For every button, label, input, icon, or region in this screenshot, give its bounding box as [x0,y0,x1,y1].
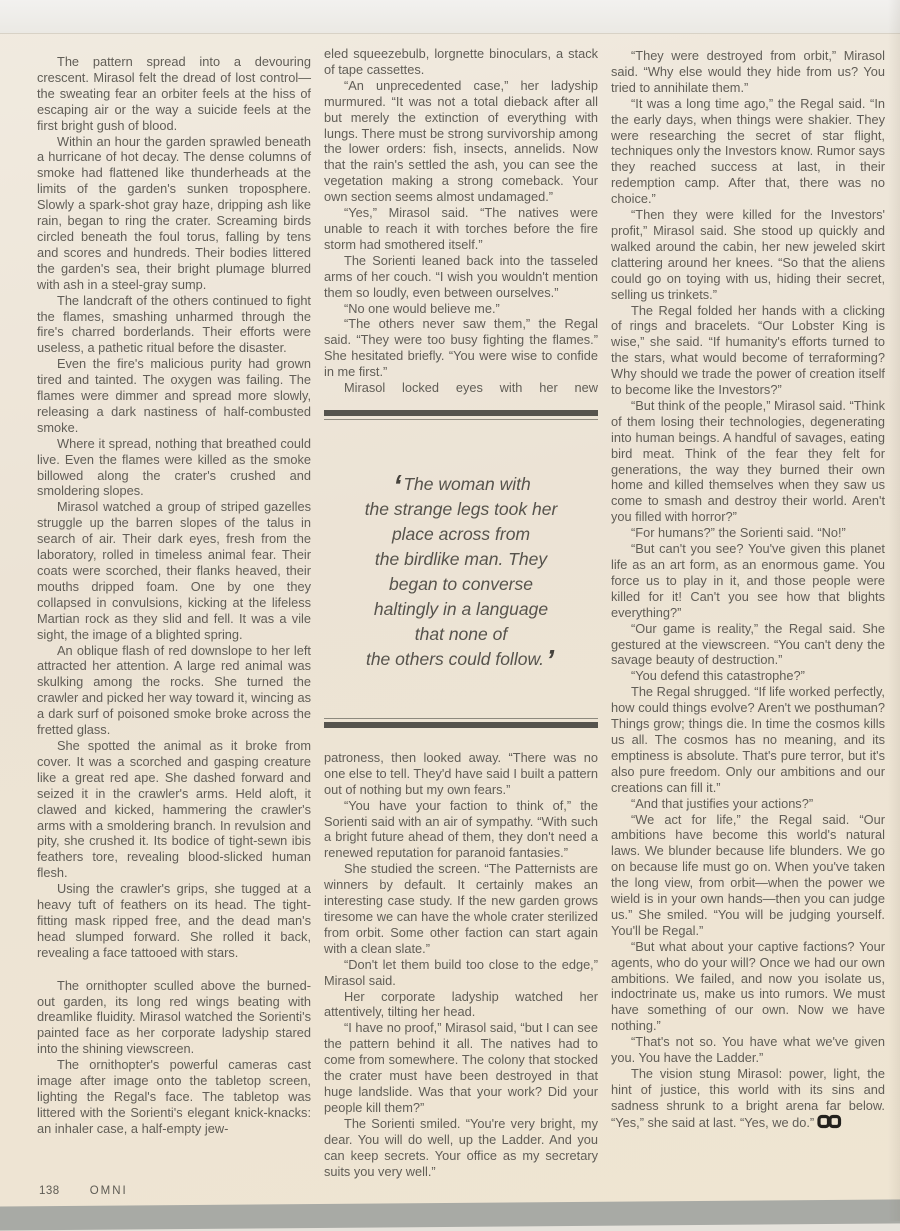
scan-edge-bottom [0,1199,900,1230]
pull-quote-line: the birdlike man. They [374,548,548,569]
paragraph: “You defend this catastrophe?” [631,668,805,684]
paragraph: Within an hour the garden sprawled beneath a hurricane of hot decay. The dense columns of smoke had flattened like thunderheads at the limits of the garden's sunken troposphere. Slowly a spark-shot gray haze, dripping ash like rain, began to ring the crater. Screaming birds circled beneath the foul torus, falling by tens and scores and hundreds. Their bodies littered the garden's sea, their bright plumage blurred with ash in a steel-gray sump. [37,133,311,292]
paragraph: “No one would believe me.” [344,300,500,316]
paragraph: The Regal shrugged. “If life worked perfectly, how could things evolve? Aren't we posthuman? Things grow; things die. In time the cosmos kills us all. The cosmos has no meaning, and its emptiness is absolute. That's pure terror, but it's also pure freedom. Only our ambitions and our creations can fill it.” [611,684,885,795]
paragraph: “You have your faction to think of,” the Sorienti said with an air of sympathy. “With such a bright future ahead of them, they don't need a renewed reputation for paranoid fantasies.” [324,797,598,861]
paragraph: “It was a long time ago,” the Regal said. “In the early days, when things were shakier. They were researching the secret of star flight, techniques only the Investors know. Rumor says they reached success at last, in their redemption camp. After that, there was no choice.” [611,95,885,207]
paragraph: “For humans?” the Sorienti said. “No!” [631,525,846,541]
divider-above-quote [324,410,598,420]
pull-quote-line: ‘ The woman with [393,469,531,502]
paragraph: The landcraft of the others continued to fight the flames, smashing unharmed through the fire's charred borderlands. Their efforts were useless, a pathetic ritual before the disaster. [37,292,311,356]
paragraph: patroness, then looked away. “There was no one else to tell. They'd have said I built a pattern out of nothing but my own fears.” [324,749,598,797]
column-3 [611,46,885,1179]
paragraph: The ornithopter's powerful cameras cast image after image onto the tabletop screen, lighting the Regal's face. The tabletop was littered with the Sorienti's elegant knick-knacks: an inhaler case, a half-empty jew- [37,1057,311,1136]
paragraph: “An unprecedented case,” her ladyship murmured. “It was not a total dieback after all but merely the extinction of everything with lungs. There must be strong survivorship among the lower orders: fish, insects, annelids. Now that the rain's settled the ash, you can see the vegetation making a strong comeback. Your own section seems almost undamaged.” [324,77,598,205]
paragraph: “Yes,” Mirasol said. “The natives were unable to reach it with torches before the fire storm had smothered itself.” [324,205,598,252]
paragraph: An oblique flash of red downslope to her left attracted her attention. A large red animal was skulking among the rocks. She turned the crawler and picked her way toward it, wincing as a dark surf of poisoned smoke broke across the fretted glass. [37,642,311,738]
paragraph: The pattern spread into a devouring crescent. Mirasol felt the dread of lost control—the sweating fear an orbiter feels at the hiss of escaping air or the way a suicide feels at the first bright gush of blood. [37,54,311,133]
divider-below-quote [324,718,598,728]
pull-quote-line: began to converse [389,573,533,594]
paragraph: “Our game is reality,” the Regal said. She gestured at the viewscreen. “You can't deny the savage beauty of destruction.” [611,620,885,668]
paragraph: Her corporate ladyship watched her attentively, tilting her head. [324,988,598,1020]
paragraph: The vision stung Mirasol: power, light, the hint of justice, this world with its sins and sadness shrunk to a bright arena far below. “Yes,” she said at last. “Yes, we do.” [611,1066,885,1130]
column-2 [324,46,598,1179]
article-body [37,46,885,1179]
paragraph: “Then they were killed for the Investors' profit,” Mirasol said. She stood up quickly and walked around the cabin, her new jeweled skirt clattering around her knees. “So that the aliens could go on toying with us, hiding their secret, selling us trinkets.” [611,207,885,302]
paragraph: eled squeezebulb, lorgnette binoculars, a stack of tape cassettes. [324,46,598,77]
paragraph: “But think of the people,” Mirasol said. “Think of them losing their technologies, degenerating into human beings. A handful of savages, eating bird meat. Think of the fear they felt for generations, the way they burned their own home and killed themselves when they saw us come to smash and destroy their world. Aren't you filled with horror?” [611,397,885,525]
paragraph: “The others never saw them,” the Regal said. “They were too busy fighting the flames.” She hesitated briefly. “You were wise to confide in me first.” [324,316,598,380]
pull-quote-line: haltingly in a language [373,598,549,619]
paragraph: “And that justifies your actions?” [631,795,814,811]
page-number: 138 [39,1185,60,1197]
pull-quote-line: the others could follow.’ [365,644,555,677]
pull-quote-line: place across from [391,523,531,544]
paragraph: “But can't you see? You've given this planet life as an art form, as an enormous game. You force us to play in it, and those people were killed for it! Can't you see how that blights everything?” [611,541,885,620]
pull-quote-line: that none of [414,623,508,644]
paragraph: Where it spread, nothing that breathed could live. Even the flames were killed as the smoke billowed along the crater's crushed and smoldering slopes. [37,435,311,499]
paragraph: She spotted the animal as it broke from cover. It was a scorched and gasping creature like a great red ape. She dashed forward and seized it in the crawler's arms. Held aloft, it clawed and kicked, hammering the crawler's arms with a smoldering branch. In revulsion and pity, she crushed it. Its bodice of tight-sewn ibis feathers tore, revealing blood-slicked human flesh. [37,737,311,881]
paragraph: “Don't let them build too close to the edge,” Mirasol said. [324,956,598,988]
paragraph: Even the fire's malicious purity had grown tired and tainted. The oxygen was failing. The flames were dimmer and spread more slowly, releasing a dark nastiness of half-combusted smoke. [37,356,311,435]
close-quote-mark: ’ [545,644,555,677]
paragraph: The Regal folded her hands with a clicking of rings and bracelets. “Our Lobster King is wise,” she said. “If humanity's efforts turned to the stars, what would become of terraforming? Why should we trade the power of creation itself to become like the Investors?” [611,302,885,398]
paragraph: She studied the screen. “The Patternists are winners by default. It certainly makes an interesting case study. If the new garden grows tiresome we can have the whole crater sterilized from orbit. Some other faction can start again with a clean slate.” [324,861,598,956]
magazine-name: OMNI [89,1185,128,1197]
pull-quote [324,420,598,718]
pull-quote-line: the strange legs took her [364,498,558,519]
page-footer [39,1185,128,1197]
scan-edge-top [0,0,900,34]
column-1 [37,46,311,1179]
open-quote-mark: ‘ [393,469,402,502]
paragraph: “But what about your captive factions? Your agents, who do your will? Once we had our own ambitions. We failed, and now you isolate us, indoctrinate us, make us into rumors. We must have something of our own. Now we have nothing.” [611,938,885,1034]
end-of-article-icon [817,1114,842,1129]
paragraph: “They were destroyed from orbit,” Mirasol said. “Why else would they hide from us? You tried to annihilate them.” [611,48,885,95]
paragraph: “I have no proof,” Mirasol said, “but I can see the pattern behind it all. The natives had to come from somewhere. The colony that stocked the crater must have been destroyed in that huge landslide. Was that your work? Did your people kill them?” [324,1020,598,1115]
paragraph: Mirasol locked eyes with her new [344,380,598,396]
paragraph: Using the crawler's grips, she tugged at a heavy tuft of feathers on its head. The tight-fitting mask ripped free, and the dead man's head slumped forward. She rolled it back, revealing a face tattooed with stars. [37,881,311,960]
paragraph: “We act for life,” the Regal said. “Our ambitions have become this world's natural laws. We blunder because life blunders. We go on because life must go on. When you've taken the long view, from orbit—when the power we wield is in your own hands—then you can judge us.” She smiled. “You will be judging yourself. You'll be Regal.” [611,811,885,938]
paragraph: The Sorienti leaned back into the tasseled arms of her couch. “I wish you wouldn't mention them so loudly, even between ourselves.” [324,252,598,300]
paragraph: Mirasol watched a group of striped gazelles struggle up the barren slopes of the talus in search of air. Their dark eyes, fresh from the laboratory, rolled in timeless animal fear. Their coats were scorched, their flanks heaved, their mouths dripped foam. One by one they collapsed in convulsions, kicking at the lifeless Martian rock as they slid and fell. It was a vile sight, the image of a blighted spring. [37,499,311,642]
paragraph: The ornithopter sculled above the burned-out garden, its long red wings beating with dreamlike fluidity. Mirasol watched the Sorienti's painted face as her corporate ladyship stared into the shining viewscreen. [37,977,311,1057]
paragraph: The Sorienti smiled. “You're very bright, my dear. You will do well, up the Ladder. And you can keep secrets. Your office as my secretary suits you very well.” [324,1115,598,1179]
paragraph: “That's not so. You have what we've given you. You have the Ladder.” [611,1034,885,1066]
